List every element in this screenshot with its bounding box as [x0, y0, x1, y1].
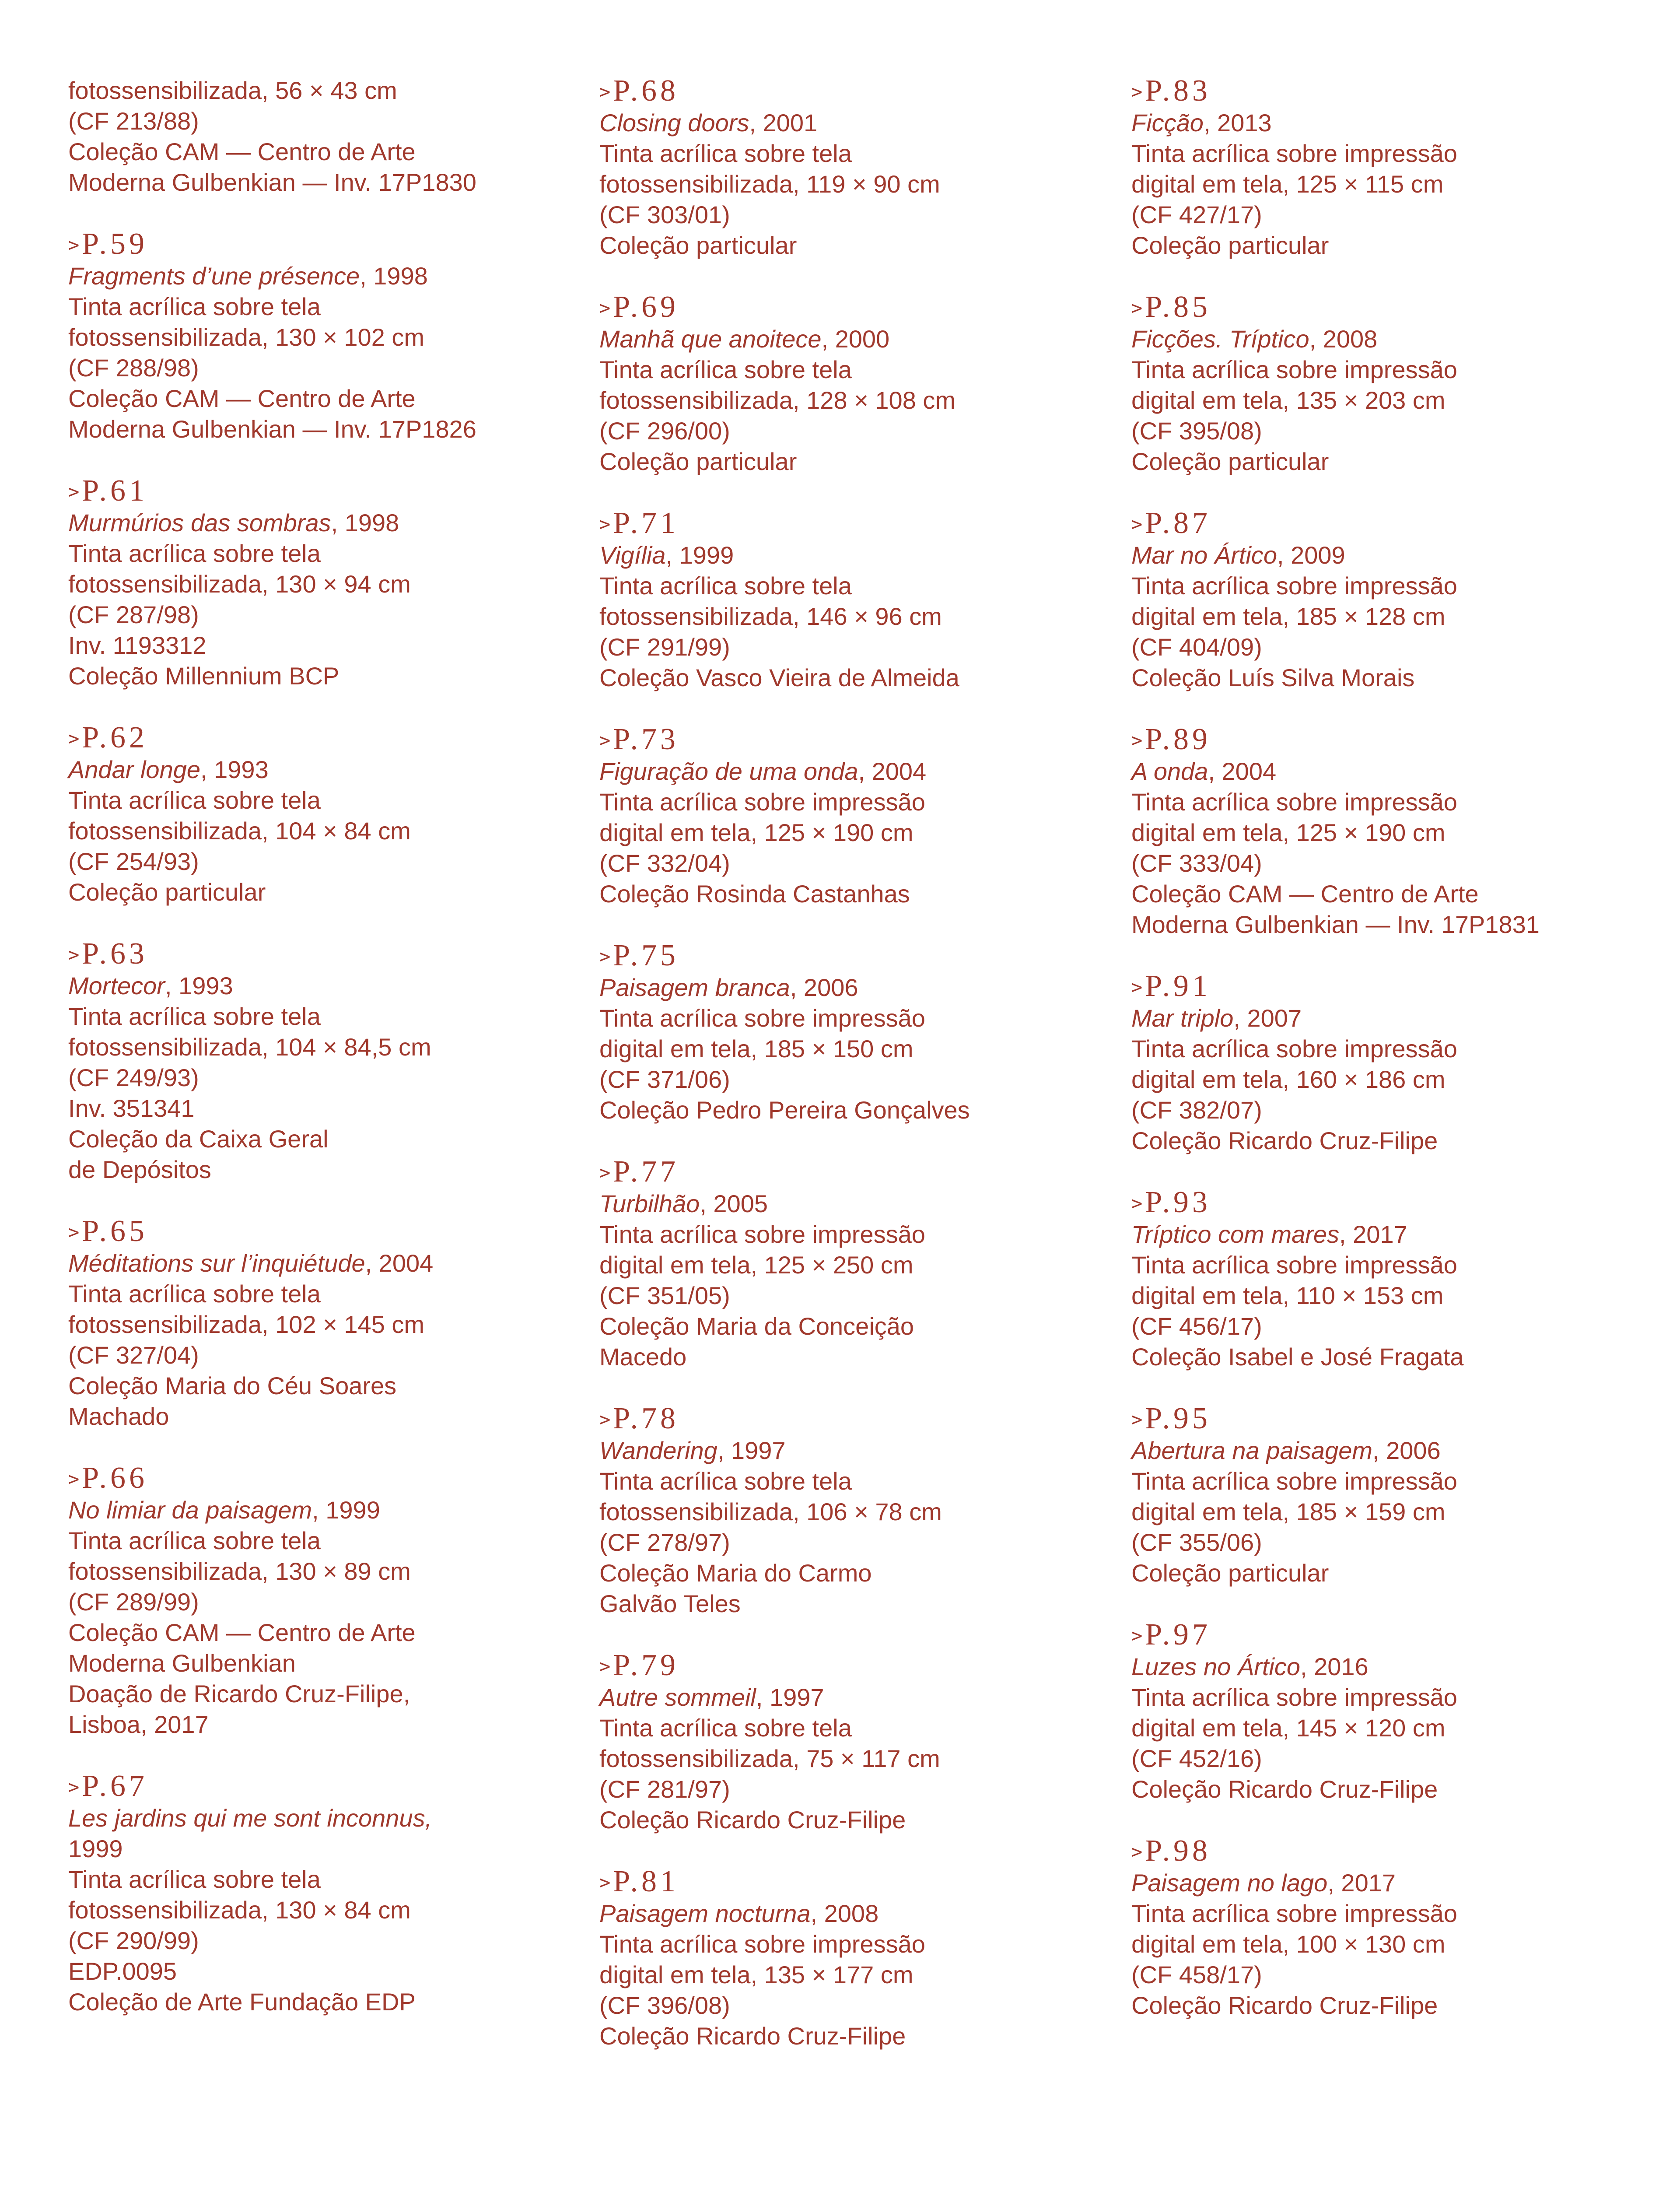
entry-line: Tinta acrílica sobre tela: [68, 786, 321, 814]
entry-line: Tinta acrílica sobre tela: [68, 293, 321, 320]
page-reference-number: P.89: [1145, 722, 1211, 756]
artwork-year: , 2008: [810, 1900, 879, 1927]
artwork-title: Mar triplo: [1131, 1004, 1234, 1032]
page-reference: [599, 1403, 1089, 1435]
entry-line: Moderna Gulbenkian — Inv. 17P1830: [68, 168, 476, 196]
entry-line: (CF 396/08): [599, 1992, 730, 2019]
entry-line: fotossensibilizada, 104 × 84,5 cm: [68, 1033, 431, 1061]
artwork-year: , 1998: [360, 262, 428, 290]
artwork-year: , 2006: [1372, 1437, 1441, 1464]
entry-line: EDP.0095: [68, 1957, 177, 1985]
entry-line: digital em tela, 125 × 250 cm: [599, 1251, 914, 1279]
artwork-title-line: [599, 1682, 1089, 1713]
entry-line: Coleção Rosinda Castanhas: [599, 880, 910, 908]
entry-line: Machado: [68, 1403, 169, 1430]
page-reference: [68, 1216, 558, 1248]
entry-line: (CF 281/97): [599, 1775, 730, 1803]
artwork-title-line: [599, 108, 1089, 138]
artwork-title-line: [599, 972, 1089, 1003]
artwork-year: , 2017: [1327, 1869, 1396, 1897]
page-reference: [599, 1156, 1089, 1189]
catalogue-entry: [599, 1156, 1089, 1372]
entry-line: fotossensibilizada, 56 × 43 cm: [68, 77, 397, 104]
arrow-icon: >: [599, 1162, 611, 1183]
entry-line: Coleção CAM — Centro de Arte: [68, 385, 416, 412]
entry-line: Tinta acrílica sobre tela: [599, 1467, 852, 1495]
catalogue-entry: [599, 1866, 1089, 2051]
entry-line: Coleção Maria do Carmo: [599, 1559, 872, 1587]
catalogue-entry: [599, 75, 1089, 261]
page-reference-number: P.95: [1145, 1402, 1211, 1435]
artwork-title: Paisagem branca: [599, 974, 790, 1001]
entry-line: Tinta acrílica sobre tela: [68, 1280, 321, 1308]
artwork-title: A onda: [1131, 757, 1208, 785]
entry-line: digital em tela, 125 × 115 cm: [1131, 170, 1444, 198]
artwork-year: , 1999: [665, 541, 734, 569]
entry-line: 1999: [68, 1835, 123, 1862]
artwork-year: , 2004: [365, 1249, 434, 1277]
entry-line: fotossensibilizada, 128 × 108 cm: [599, 386, 956, 414]
continuation-entry: [68, 75, 558, 198]
page-reference-number: P.87: [1145, 506, 1211, 540]
entry-line: fotossensibilizada, 106 × 78 cm: [599, 1498, 942, 1525]
entry-line: Moderna Gulbenkian — Inv. 17P1826: [68, 415, 476, 443]
page-reference: [599, 1866, 1089, 1898]
entry-line: Tinta acrílica sobre impressão: [1131, 1900, 1457, 1927]
entry-line: (CF 458/17): [1131, 1961, 1262, 1988]
entry-line: fotossensibilizada, 102 × 145 cm: [68, 1311, 425, 1338]
entry-line: digital em tela, 185 × 159 cm: [1131, 1498, 1446, 1525]
page-reference-number: P.69: [613, 290, 679, 324]
entry-line: digital em tela, 125 × 190 cm: [1131, 819, 1446, 846]
catalogue-entry: [1131, 971, 1621, 1156]
artwork-year: , 2004: [858, 757, 927, 785]
page-reference-number: P.66: [82, 1461, 148, 1495]
page-reference: [68, 228, 558, 261]
page-reference-number: P.93: [1145, 1185, 1211, 1219]
artwork-title: Closing doors: [599, 109, 749, 137]
page-reference: [599, 75, 1089, 108]
page-reference: [1131, 1835, 1621, 1868]
entry-line: (CF 296/00): [599, 417, 730, 445]
page-reference: [68, 1771, 558, 1803]
artwork-year: , 1997: [756, 1683, 824, 1711]
entry-line: de Depósitos: [68, 1156, 211, 1183]
entry-line: Tinta acrílica sobre impressão: [1131, 1035, 1457, 1062]
page-reference: [68, 475, 558, 508]
artwork-title-line: [68, 1495, 558, 1525]
page-reference-number: P.75: [613, 939, 679, 972]
artwork-year: , 2007: [1233, 1004, 1302, 1032]
entry-line: fotossensibilizada, 146 × 96 cm: [599, 603, 942, 630]
entry-line: (CF 303/01): [599, 201, 730, 228]
page-reference: [1131, 75, 1621, 108]
catalogue-entry: [1131, 1835, 1621, 2021]
artwork-title-line: [68, 508, 558, 538]
artwork-title-line: [1131, 540, 1621, 571]
arrow-icon: >: [599, 1409, 611, 1430]
page-reference-number: P.91: [1145, 969, 1211, 1003]
page-reference-number: P.62: [82, 721, 148, 754]
catalogue-entry: [68, 1462, 558, 1740]
entry-line: (CF 289/99): [68, 1588, 199, 1616]
catalogue-entry: [68, 938, 558, 1185]
entry-line: (CF 287/98): [68, 601, 199, 628]
entry-line: Tinta acrílica sobre tela: [68, 1527, 321, 1554]
entry-line: Galvão Teles: [599, 1590, 741, 1617]
arrow-icon: >: [599, 297, 611, 319]
page-reference: [68, 722, 558, 754]
entry-line: digital em tela, 135 × 203 cm: [1131, 386, 1446, 414]
artwork-title-line: [1131, 1003, 1621, 1034]
entry-line: (CF 332/04): [599, 849, 730, 877]
entry-line: digital em tela, 110 × 153 cm: [1131, 1282, 1444, 1309]
artwork-year: , 2016: [1300, 1653, 1368, 1680]
catalogue-entry: [68, 228, 558, 445]
entry-line: Coleção Ricardo Cruz-Filipe: [1131, 1775, 1438, 1803]
page-reference-number: P.71: [613, 506, 679, 540]
artwork-year: , 1997: [717, 1437, 786, 1464]
catalogue-entry: [599, 724, 1089, 909]
artwork-title-line: [599, 1898, 1089, 1929]
page-reference-number: P.63: [82, 937, 148, 971]
entry-line: Coleção Luís Silva Morais: [1131, 664, 1415, 691]
entry-line: Coleção Maria da Conceição: [599, 1312, 914, 1340]
arrow-icon: >: [1131, 1409, 1143, 1430]
page-reference-number: P.79: [613, 1648, 679, 1682]
entry-line: Coleção particular: [599, 448, 797, 475]
arrow-icon: >: [1131, 297, 1143, 319]
catalogue-entry: [68, 1771, 558, 2017]
artwork-title-line: [68, 261, 558, 291]
entry-line: (CF 288/98): [68, 354, 199, 382]
artwork-title: Wandering: [599, 1437, 718, 1464]
entry-line: Tinta acrílica sobre impressão: [599, 1930, 925, 1958]
page-reference-number: P.98: [1145, 1834, 1211, 1868]
entry-line: digital em tela, 185 × 128 cm: [1131, 603, 1446, 630]
entry-line: Tinta acrílica sobre impressão: [1131, 140, 1457, 167]
catalogue-entry: [1131, 1619, 1621, 1805]
page-reference-number: P.85: [1145, 290, 1211, 324]
entry-line: Tinta acrílica sobre tela: [599, 572, 852, 600]
entry-line: Coleção Ricardo Cruz-Filipe: [599, 1806, 906, 1834]
artwork-title-line: [1131, 1652, 1621, 1682]
entry-line: Tinta acrílica sobre impressão: [599, 788, 925, 816]
artwork-title-line: [68, 754, 558, 785]
entry-line: Coleção particular: [1131, 231, 1329, 259]
arrow-icon: >: [599, 1655, 611, 1677]
entry-line: (CF 452/16): [1131, 1745, 1262, 1772]
page-reference: [1131, 508, 1621, 540]
column-2: [599, 75, 1089, 2082]
artwork-title: Tríptico com mares: [1131, 1220, 1340, 1248]
artwork-title-line: [599, 540, 1089, 571]
entry-line: Coleção Ricardo Cruz-Filipe: [1131, 1992, 1438, 2019]
artwork-title-line: [68, 1803, 558, 1834]
column-1-entries: [68, 228, 558, 2017]
entry-line: Coleção particular: [599, 231, 797, 259]
entry-line: Moderna Gulbenkian — Inv. 17P1831: [1131, 911, 1540, 938]
entry-line: (CF 333/04): [1131, 849, 1262, 877]
entry-line: fotossensibilizada, 130 × 102 cm: [68, 323, 425, 351]
page-reference-number: P.59: [82, 227, 148, 261]
entry-line: Lisboa, 2017: [68, 1711, 209, 1738]
catalogue-entry: [1131, 724, 1621, 940]
arrow-icon: >: [1131, 1841, 1143, 1862]
artwork-year: , 2006: [790, 974, 858, 1001]
entry-line: (CF 254/93): [68, 848, 199, 875]
entry-line: Coleção Ricardo Cruz-Filipe: [1131, 1127, 1438, 1154]
artwork-title: Mar no Ártico: [1131, 541, 1277, 569]
arrow-icon: >: [68, 1221, 80, 1243]
entry-line: fotossensibilizada, 104 × 84 cm: [68, 817, 411, 845]
entry-line: Tinta acrílica sobre impressão: [599, 1220, 925, 1248]
arrow-icon: >: [68, 728, 80, 749]
arrow-icon: >: [68, 1776, 80, 1798]
entry-line: Inv. 351341: [68, 1094, 195, 1122]
artwork-title-line: [68, 1248, 558, 1279]
entry-line: fotossensibilizada, 130 × 89 cm: [68, 1557, 411, 1585]
catalogue-entry: [68, 1216, 558, 1432]
entry-line: Coleção CAM — Centro de Arte: [68, 138, 416, 165]
arrow-icon: >: [1131, 1192, 1143, 1214]
artwork-year: , 2004: [1208, 757, 1277, 785]
artwork-year: , 1998: [331, 509, 399, 536]
entry-line: (CF 213/88): [68, 107, 199, 135]
entry-line: Coleção Maria do Céu Soares: [68, 1372, 397, 1399]
entry-line: Tinta acrílica sobre impressão: [599, 1004, 925, 1032]
catalogue-entry: [68, 722, 558, 908]
artwork-title-line: [1131, 1435, 1621, 1466]
entry-line: Coleção Ricardo Cruz-Filipe: [599, 2022, 906, 2050]
column-1: [68, 75, 558, 2048]
entry-line: digital em tela, 100 × 130 cm: [1131, 1930, 1446, 1958]
entry-line: Tinta acrílica sobre impressão: [1131, 1467, 1457, 1495]
entry-line: fotossensibilizada, 130 × 84 cm: [68, 1896, 411, 1924]
artwork-title: Ficção: [1131, 109, 1204, 137]
artwork-year: , 2000: [821, 325, 890, 353]
artwork-title: Figuração de uma onda: [599, 757, 858, 785]
entry-line: digital em tela, 185 × 150 cm: [599, 1035, 914, 1062]
catalogue-entry: [1131, 508, 1621, 693]
arrow-icon: >: [599, 1872, 611, 1893]
entry-line: Moderna Gulbenkian: [68, 1649, 296, 1677]
artwork-year: , 1993: [164, 972, 233, 999]
catalogue-entry: [1131, 1403, 1621, 1588]
artwork-year: , 2008: [1309, 325, 1378, 353]
page-reference: [599, 724, 1089, 756]
entry-line: Coleção Millennium BCP: [68, 662, 340, 690]
artwork-year: , 2013: [1203, 109, 1272, 137]
column-3-entries: [1131, 75, 1621, 2021]
artwork-title: Autre sommeil: [599, 1683, 756, 1711]
entry-line: Coleção da Caixa Geral: [68, 1125, 329, 1153]
entry-line: (CF 404/09): [1131, 633, 1262, 661]
arrow-icon: >: [1131, 729, 1143, 751]
artwork-year: , 2017: [1339, 1220, 1407, 1248]
entry-line: Tinta acrílica sobre tela: [599, 1714, 852, 1742]
artwork-title-line: [1131, 1868, 1621, 1898]
column-3: [1131, 75, 1621, 2051]
entry-line: Tinta acrílica sobre impressão: [1131, 1251, 1457, 1279]
artwork-title-line: [599, 1189, 1089, 1219]
catalogue-entry: [599, 291, 1089, 477]
artwork-year: , 2005: [700, 1190, 768, 1217]
page-reference: [1131, 1403, 1621, 1435]
artwork-title: Méditations sur l’inquiétude: [68, 1249, 365, 1277]
artwork-title: Luzes no Ártico: [1131, 1653, 1300, 1680]
entry-line: fotossensibilizada, 75 × 117 cm: [599, 1745, 940, 1772]
page-reference-number: P.83: [1145, 74, 1211, 108]
artwork-title-line: [1131, 756, 1621, 787]
arrow-icon: >: [68, 234, 80, 256]
entry-line: Coleção CAM — Centro de Arte: [1131, 880, 1479, 908]
artwork-title-line: [1131, 324, 1621, 354]
page-reference: [1131, 1619, 1621, 1652]
entry-line: (CF 351/05): [599, 1282, 730, 1309]
artwork-title: Paisagem nocturna: [599, 1900, 811, 1927]
page-reference-number: P.81: [613, 1865, 679, 1898]
arrow-icon: >: [599, 729, 611, 751]
entry-line: (CF 371/06): [599, 1066, 730, 1093]
artwork-title-line: [1131, 1219, 1621, 1250]
artwork-title: Turbilhão: [599, 1190, 700, 1217]
arrow-icon: >: [68, 944, 80, 965]
entry-line: Tinta acrílica sobre impressão: [1131, 788, 1457, 816]
page-reference-number: P.78: [613, 1402, 679, 1435]
entry-line: Coleção particular: [68, 878, 266, 906]
artwork-year: , 1999: [312, 1496, 380, 1524]
artwork-title-line: [68, 971, 558, 1001]
catalogue-entry: [599, 1650, 1089, 1835]
column-2-entries: [599, 75, 1089, 2051]
catalogue-entry: [1131, 291, 1621, 477]
page-reference: [1131, 971, 1621, 1003]
page-reference: [1131, 1187, 1621, 1219]
catalogue-entry: [1131, 75, 1621, 261]
artwork-title: Ficções. Tríptico: [1131, 325, 1309, 353]
page-reference: [1131, 724, 1621, 756]
page-reference-number: P.77: [613, 1155, 679, 1189]
page-reference: [599, 1650, 1089, 1682]
entry-line: Tinta acrílica sobre tela: [599, 356, 852, 383]
entry-line: (CF 395/08): [1131, 417, 1262, 445]
artwork-title: Mortecor: [68, 972, 165, 999]
entry-line: (CF 291/99): [599, 633, 730, 661]
page-reference: [68, 1462, 558, 1495]
catalogue-entry: [1131, 1187, 1621, 1372]
page-reference: [599, 508, 1089, 540]
entry-line: Macedo: [599, 1343, 687, 1371]
entry-line: digital em tela, 135 × 177 cm: [599, 1961, 914, 1988]
entry-line: Tinta acrílica sobre tela: [599, 140, 852, 167]
entry-line: (CF 278/97): [599, 1529, 730, 1556]
arrow-icon: >: [1131, 1625, 1143, 1646]
entry-line: Coleção Vasco Vieira de Almeida: [599, 664, 959, 691]
page-reference: [1131, 291, 1621, 324]
entry-line: Tinta acrílica sobre impressão: [1131, 356, 1457, 383]
entry-line: fotossensibilizada, 130 × 94 cm: [68, 570, 411, 598]
artwork-title: Fragments d’une présence: [68, 262, 360, 290]
artwork-title: Murmúrios das sombras: [68, 509, 331, 536]
page-reference-number: P.97: [1145, 1618, 1211, 1652]
entry-line: digital em tela, 125 × 190 cm: [599, 819, 914, 846]
page-reference: [599, 291, 1089, 324]
artwork-title: Andar longe: [68, 756, 201, 783]
artwork-title: Abertura na paisagem: [1131, 1437, 1373, 1464]
artwork-title: Manhã que anoitece: [599, 325, 822, 353]
entry-line: fotossensibilizada, 119 × 90 cm: [599, 170, 940, 198]
artwork-title: No limiar da paisagem: [68, 1496, 312, 1524]
artwork-title: Paisagem no lago: [1131, 1869, 1328, 1897]
entry-line: Coleção particular: [1131, 1559, 1329, 1587]
entry-line: Coleção particular: [1131, 448, 1329, 475]
artwork-title: Les jardins qui me sont inconnus,: [68, 1804, 432, 1832]
entry-line: Coleção de Arte Fundação EDP: [68, 1988, 416, 2016]
catalogue-entry: [599, 1403, 1089, 1619]
artwork-title-line: [599, 324, 1089, 354]
entry-line: Tinta acrílica sobre tela: [68, 1865, 321, 1893]
entry-line: (CF 427/17): [1131, 201, 1262, 228]
entry-line: Tinta acrílica sobre impressão: [1131, 572, 1457, 600]
page-reference-number: P.73: [613, 722, 679, 756]
page-reference-number: P.68: [613, 74, 679, 108]
entry-line: (CF 355/06): [1131, 1529, 1262, 1556]
artwork-title-line: [599, 756, 1089, 787]
catalogue-entry: [599, 508, 1089, 693]
entry-line: Inv. 1193312: [68, 631, 206, 659]
arrow-icon: >: [599, 946, 611, 967]
catalogue-entry: [599, 940, 1089, 1126]
entry-line: digital em tela, 145 × 120 cm: [1131, 1714, 1446, 1742]
entry-line: Tinta acrílica sobre tela: [68, 540, 321, 567]
artwork-title-line: [599, 1435, 1089, 1466]
entry-line: Doação de Ricardo Cruz-Filipe,: [68, 1680, 410, 1708]
page-reference-number: P.61: [82, 474, 148, 508]
arrow-icon: >: [599, 81, 611, 102]
entry-line: Coleção CAM — Centro de Arte: [68, 1619, 416, 1646]
artwork-year: , 1993: [200, 756, 269, 783]
catalogue-entry: [68, 475, 558, 691]
entry-line: Tinta acrílica sobre tela: [68, 1003, 321, 1030]
page-reference-number: P.67: [82, 1769, 148, 1803]
entry-line: digital em tela, 160 × 186 cm: [1131, 1066, 1446, 1093]
arrow-icon: >: [1131, 81, 1143, 102]
entry-line: Coleção Isabel e José Fragata: [1131, 1343, 1464, 1371]
page-reference-number: P.65: [82, 1214, 148, 1248]
artwork-title: Vigília: [599, 541, 666, 569]
entry-line: Tinta acrílica sobre impressão: [1131, 1683, 1457, 1711]
artwork-year: , 2001: [749, 109, 818, 137]
entry-line: Coleção Pedro Pereira Gonçalves: [599, 1096, 970, 1124]
page-reference: [68, 938, 558, 971]
entry-line: (CF 327/04): [68, 1341, 199, 1369]
entry-line: (CF 456/17): [1131, 1312, 1262, 1340]
arrow-icon: >: [1131, 976, 1143, 998]
entry-line: (CF 249/93): [68, 1064, 199, 1091]
arrow-icon: >: [68, 481, 80, 502]
artwork-title-line: [1131, 108, 1621, 138]
arrow-icon: >: [599, 513, 611, 535]
entry-line: (CF 382/07): [1131, 1096, 1262, 1124]
arrow-icon: >: [1131, 513, 1143, 535]
artwork-year: , 2009: [1277, 541, 1345, 569]
entry-line: (CF 290/99): [68, 1927, 199, 1954]
page-reference: [599, 940, 1089, 972]
arrow-icon: >: [68, 1468, 80, 1490]
